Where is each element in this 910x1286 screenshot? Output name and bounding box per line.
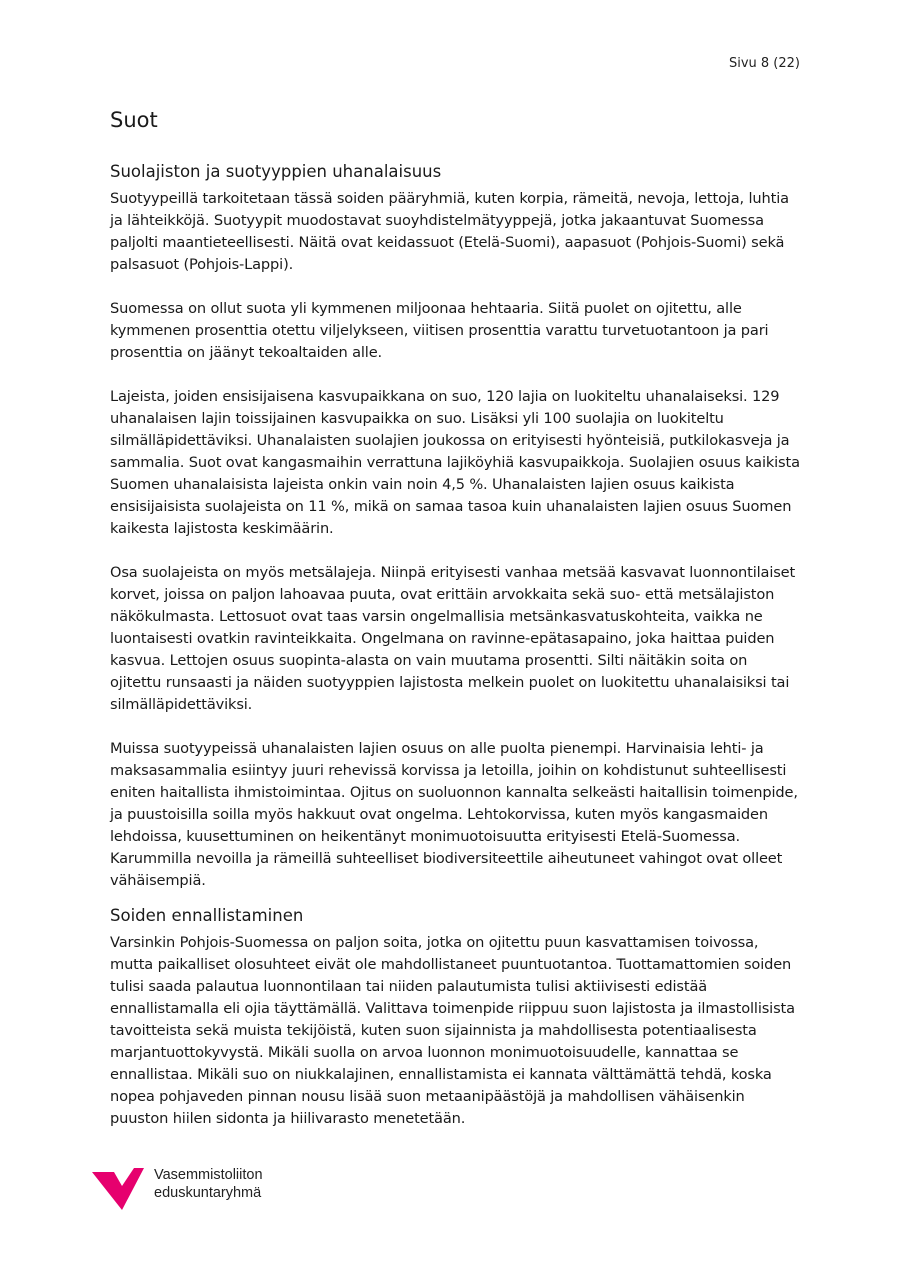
paragraph: Suotyypeillä tarkoitetaan tässä soiden pääryhmiä, kuten korpia, rämeitä, nevoja, lettoja, luhtia ja lähteikköjä. Suotyypit muodostavat suoyhdistelmätyyppejä, jotka jakaantuvat Suomessa paljolti maantieteellisesti. Näitä ovat keidassuot (Etelä-Suomi), aapasuot (Pohjois-Suomi) sekä palsasuot (Pohjois-Lappi). — [110, 190, 789, 273]
page-number: Sivu 8 (22) — [728, 56, 800, 71]
document-title: Suot — [110, 108, 158, 132]
paragraph: Osa suolajeista on myös metsälajeja. Niinpä erityisesti vanhaa metsää kasvavat luonnontilaiset korvet, joissa on paljon lahoavaa puuta, ovat erittäin arvokkaita sekä suo- että metsälajiston näkökulmasta. Lettosuot ovat taas varsin ongelmallisia metsänkasvatuskohteita, vaikka ne luontaisesti ovatkin ravinteikkaita. Ongelmana on ravinne-epätasapaino, joka haittaa puiden kasvua. Lettojen osuus suopinta-alasta on vain muutama prosentti. Silti näitäkin soita on ojitettu runsaasti ja näiden suotyyppien lajistosta melkein puolet on luokitettu uhanalaisiksi tai silmälläpidettäviksi. — [110, 564, 796, 713]
section-species-threat — [110, 160, 800, 892]
section-restoration — [110, 904, 800, 1130]
section-heading: Suolajiston ja suotyyppien uhanalaisuus — [110, 162, 442, 181]
vasemmistoliitto-logo-icon — [92, 1168, 144, 1212]
org-name-line1: Vasemmistoliiton — [154, 1167, 263, 1183]
logo-text — [154, 1166, 263, 1202]
paragraph: Suomessa on ollut suota yli kymmenen miljoonaa hehtaaria. Siitä puolet on ojitettu, alle kymmenen prosenttia otettu viljelykseen, viitisen prosenttia varattu turvetuotantoon ja pari prosenttia on jäänyt tekoaltaiden alle. — [110, 300, 769, 361]
organization-logo — [92, 1166, 263, 1212]
section-heading: Soiden ennallistaminen — [110, 906, 304, 925]
document-body — [110, 106, 800, 1152]
paragraph: Muissa suotyypeissä uhanalaisten lajien osuus on alle puolta pienempi. Harvinaisia lehti- ja maksasammalia esiintyy juuri rehevissä korvissa ja letoilla, joihin on kohdistunut suhteellisesti eniten haitallista ihmistoimintaa. Ojitus on suoluonnon kannalta selkeästi haitallisin toimenpide, ja puustoisilla soilla myös hakkuut ovat ongelma. Lehtokorvissa, kuten myös kangasmaiden lehdoissa, kuusettuminen on heikentänyt monimuotoisuutta erityisesti Etelä-Suomessa. Karummilla nevoilla ja rämeillä suhteelliset biodiversiteettile aiheutuneet vahingot ovat olleet vähäisempiä. — [110, 740, 798, 889]
paragraph: Varsinkin Pohjois-Suomessa on paljon soita, jotka on ojitettu puun kasvattamisen toivossa, mutta paikalliset olosuhteet eivät ole mahdollistaneet puuntuotantoa. Tuottamattomien soiden tulisi saada palautua luonnontilaan tai niiden palautumista tulisi aktiivisesti edistää ennallistamalla eli ojia täyttämällä. Valittava toimenpide riippuu suon lajistosta ja ilmastollisista tavoitteista sekä muista tekijöistä, kuten suon sijainnista ja mahdollisesta potentiaalisesta marjantuottokyvystä. Mikäli suolla on arvoa luonnon monimuotoisuudelle, kannattaa se ennallistaa. Mikäli suo on niukkalajinen, ennallistamista ei kannata välttämättä tehdä, koska nopea pohjaveden pinnan nousu lisää suon metaanipäästöjä ja mahdollisen vähäisenkin puuston hiilen sidonta ja hiilivarasto menetetään. — [110, 934, 795, 1127]
paragraph: Lajeista, joiden ensisijaisena kasvupaikkana on suo, 120 lajia on luokiteltu uhanalaiseksi. 129 uhanalaisen lajin toissijainen kasvupaikka on suo. Lisäksi yli 100 suolajia on luokiteltu silmälläpidettäviksi. Uhanalaisten suolajien joukossa on erityisesti hyönteisiä, putkilokasveja ja sammalia. Suot ovat kangasmaihin verrattuna lajiköyhiä kasvupaikkoja. Suolajien osuus kaikista Suomen uhanalaisista lajeista onkin vain noin 4,5 %. Uhanalaisten lajien osuus kaikista ensisijaisista suolajeista on 11 %, mikä on samaa tasoa kuin uhanalaisten lajien osuus Suomen kaikesta lajistosta keskimäärin. — [110, 388, 800, 537]
org-name-line2: eduskuntaryhmä — [154, 1185, 262, 1201]
